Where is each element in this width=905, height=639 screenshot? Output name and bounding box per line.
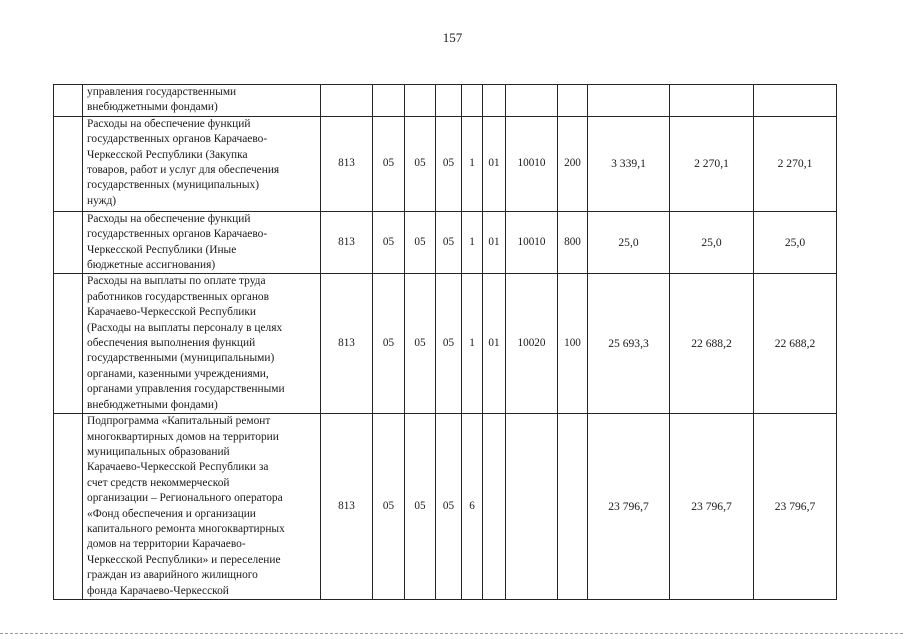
scan-edge-line (0, 633, 905, 634)
amount-year-1-cell: 25,0 (588, 211, 670, 274)
program-cell (436, 85, 462, 117)
subsection-cell: 05 (405, 211, 436, 274)
page-number: 157 (442, 30, 463, 45)
direction-cell (506, 414, 558, 600)
subsection-cell (405, 85, 436, 117)
subsection-cell: 05 (405, 116, 436, 211)
section-cell: 05 (373, 116, 405, 211)
amount-year-2-cell: 23 796,7 (670, 414, 754, 600)
section-cell (373, 85, 405, 117)
expense-type-cell: 200 (558, 116, 588, 211)
expense-type-cell (558, 85, 588, 117)
amount-year-3-cell: 25,0 (754, 211, 837, 274)
main-event-cell (483, 414, 506, 600)
direction-cell: 10010 (506, 116, 558, 211)
amount-year-2-cell: 2 270,1 (670, 116, 754, 211)
ministry-code-cell (321, 85, 373, 117)
row-number-cell (54, 116, 83, 211)
program-cell: 05 (436, 414, 462, 600)
direction-cell: 10020 (506, 274, 558, 414)
row-number-cell (54, 414, 83, 600)
amount-year-3-cell: 2 270,1 (754, 116, 837, 211)
amount-year-1-cell: 3 339,1 (588, 116, 670, 211)
table-row (54, 211, 837, 274)
expense-type-cell: 100 (558, 274, 588, 414)
expense-type-cell: 800 (558, 211, 588, 274)
program-cell: 05 (436, 274, 462, 414)
subsection-cell: 05 (405, 274, 436, 414)
direction-cell: 10010 (506, 211, 558, 274)
amount-year-2-cell: 25,0 (670, 211, 754, 274)
table-row (54, 85, 837, 117)
description-cell: Подпрограмма «Капитальный ремонт многоквартирных домов на территории муниципальных образований Карачаево-Черкесской Республики за счет средств некоммерческой организации – Регионального оператора «Фонд обеспечения и организации капитального ремонта многоквартирных домов на территории Карачаево- Черкесской Республики» и переселение граждан из аварийного жилищного фонда Карачаево-Черкесской (83, 414, 321, 600)
table-row (54, 414, 837, 600)
ministry-code-cell: 813 (321, 414, 373, 600)
amount-year-3-cell: 22 688,2 (754, 274, 837, 414)
subprogram-cell: 1 (462, 211, 483, 274)
subprogram-cell: 6 (462, 414, 483, 600)
table-row (54, 274, 837, 414)
program-cell: 05 (436, 116, 462, 211)
row-number-cell (54, 211, 83, 274)
subprogram-cell (462, 85, 483, 117)
main-event-cell: 01 (483, 116, 506, 211)
description-cell: Расходы на выплаты по оплате труда работников государственных органов Карачаево-Черкесской Республики (Расходы на выплаты персоналу в целях обеспечения выполнения функций государственными (муниципальными) органами, казенными учреждениями, органами управления государственными внебюджетными фондами) (83, 274, 321, 414)
ministry-code-cell: 813 (321, 211, 373, 274)
expense-type-cell (558, 414, 588, 600)
subsection-cell: 05 (405, 414, 436, 600)
amount-year-1-cell: 23 796,7 (588, 414, 670, 600)
section-cell: 05 (373, 414, 405, 600)
amount-year-1-cell: 25 693,3 (588, 274, 670, 414)
amount-year-3-cell (754, 85, 837, 117)
ministry-code-cell: 813 (321, 274, 373, 414)
direction-cell (506, 85, 558, 117)
subprogram-cell: 1 (462, 116, 483, 211)
main-event-cell: 01 (483, 211, 506, 274)
section-cell: 05 (373, 274, 405, 414)
ministry-code-cell: 813 (321, 116, 373, 211)
description-cell: Расходы на обеспечение функций государственных органов Карачаево- Черкесской Республики (Иные бюджетные ассигнования) (83, 211, 321, 274)
amount-year-3-cell: 23 796,7 (754, 414, 837, 600)
program-cell: 05 (436, 211, 462, 274)
main-event-cell: 01 (483, 274, 506, 414)
amount-year-2-cell (670, 85, 754, 117)
description-cell: управления государственными внебюджетными фондами) (83, 85, 321, 117)
budget-table (53, 84, 837, 600)
row-number-cell (54, 85, 83, 117)
section-cell: 05 (373, 211, 405, 274)
description-cell: Расходы на обеспечение функций государственных органов Карачаево- Черкесской Республики (Закупка товаров, работ и услуг для обеспечения государственных (муниципальных) нужд) (83, 116, 321, 211)
subprogram-cell: 1 (462, 274, 483, 414)
table-row (54, 116, 837, 211)
main-event-cell (483, 85, 506, 117)
amount-year-2-cell: 22 688,2 (670, 274, 754, 414)
amount-year-1-cell (588, 85, 670, 117)
row-number-cell (54, 274, 83, 414)
